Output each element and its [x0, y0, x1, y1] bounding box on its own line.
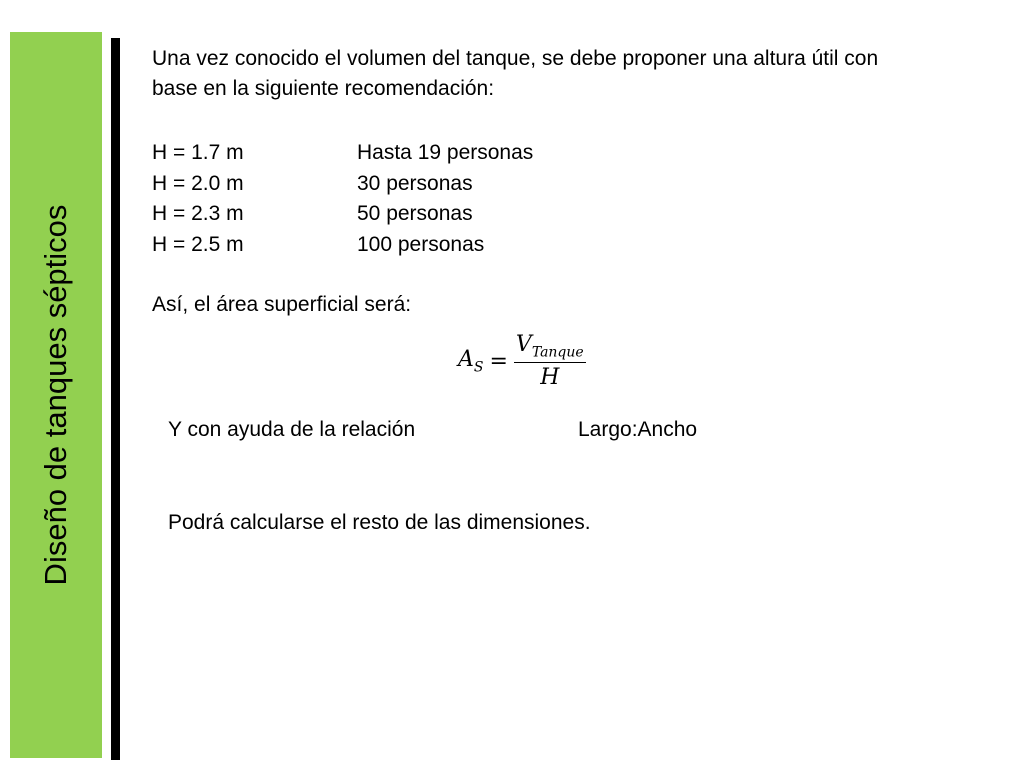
- formula-denominator: H: [540, 365, 560, 391]
- intro-line-2: base en la siguiente recomendación:: [152, 77, 495, 100]
- formula-equals: =: [489, 348, 508, 374]
- people-value: 30 personas: [357, 171, 473, 195]
- area-intro-text: Así, el área superficial será:: [152, 293, 412, 316]
- closing-text: Podrá calcularse el resto de las dimensiones.: [168, 511, 591, 534]
- people-value: 50 personas: [357, 202, 473, 225]
- slide-title: Diseño de tanques sépticos: [38, 204, 73, 586]
- formula-numerator-symbol: V: [515, 332, 532, 357]
- formula-lhs: [458, 347, 483, 375]
- formula-lhs-subscript: S: [473, 359, 484, 376]
- formula-lhs-symbol: A: [458, 347, 474, 372]
- height-row: [152, 138, 533, 169]
- intro-line-1: Una vez conocido el volumen del tanque, se debe proponer una altura útil con: [152, 47, 879, 70]
- intro-paragraph: [152, 44, 878, 104]
- vertical-divider: [111, 38, 120, 760]
- height-value: H = 2.5 m: [152, 232, 244, 256]
- height-row: [152, 230, 533, 261]
- people-value: Hasta 19 personas: [357, 141, 534, 164]
- formula-numerator-subscript: Tanque: [531, 344, 584, 361]
- height-row: [152, 199, 533, 230]
- people-value: 100 personas: [357, 232, 485, 256]
- height-value: H = 2.0 m: [152, 171, 244, 195]
- formula-numerator: [514, 332, 586, 363]
- surface-area-formula: [458, 332, 586, 390]
- height-value: H = 1.7 m: [152, 141, 244, 164]
- formula-fraction: [514, 332, 586, 390]
- height-recommendation-table: [152, 138, 533, 260]
- relation-value: Largo:Ancho: [578, 418, 698, 441]
- relation-label: Y con ayuda de la relación: [168, 418, 416, 441]
- height-value: H = 2.3 m: [152, 202, 244, 225]
- height-row: [152, 169, 533, 200]
